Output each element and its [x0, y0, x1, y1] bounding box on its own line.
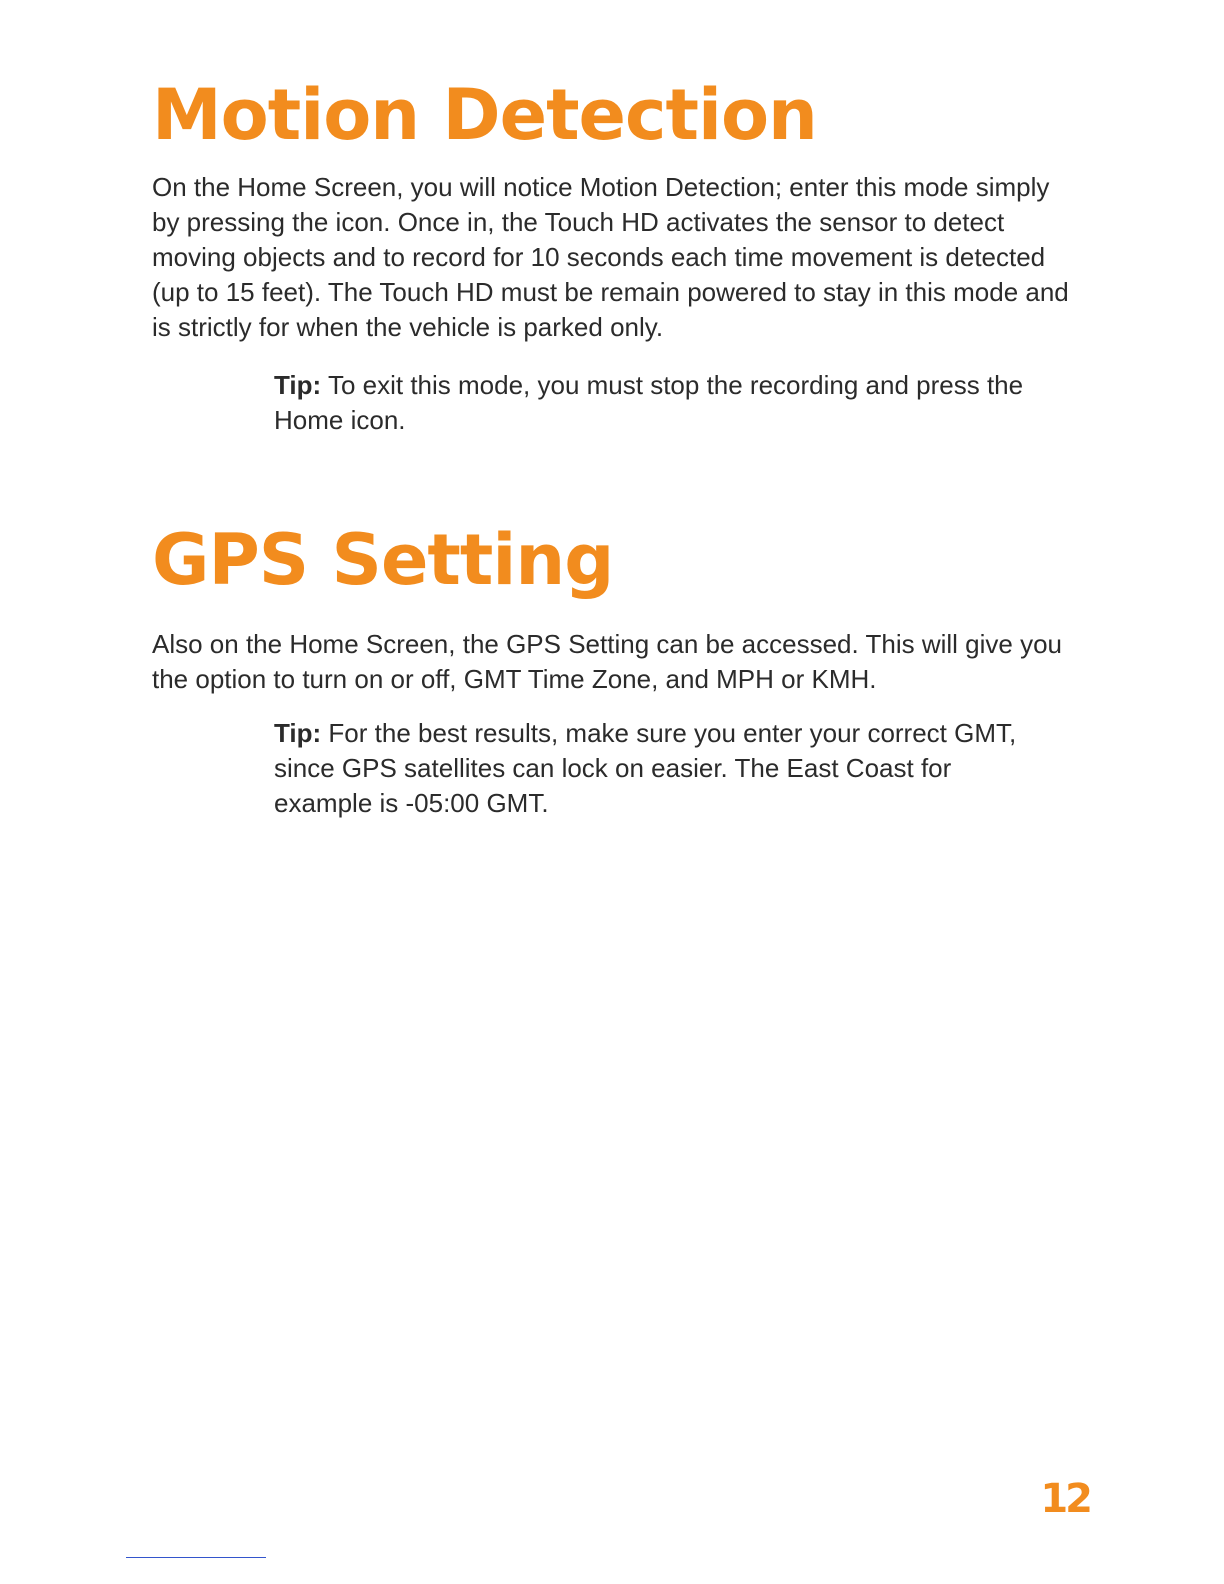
- tip-label: Tip:: [274, 370, 322, 400]
- gps-setting-description: Also on the Home Screen, the GPS Setting can be accessed. This will give you the option to turn on or off, GMT Time Zone, and MPH or KMH.: [152, 629, 1062, 694]
- tip-label: Tip:: [274, 718, 322, 748]
- page-number: 12: [1040, 1476, 1090, 1522]
- gps-setting-tip: [274, 716, 1034, 821]
- section-heading-motion-detection: Motion Detection: [152, 74, 817, 156]
- motion-detection-description: On the Home Screen, you will notice Motion Detection; enter this mode simply by pressing the icon. Once in, the Touch HD activates the sensor to detect moving objects and to record for 10 seconds each time movement is detected (up to 15 feet). The Touch HD must be remain powered to stay in this mode and is strictly for when the vehicle is parked only.: [152, 172, 1069, 342]
- footer-divider: [126, 1557, 266, 1558]
- motion-detection-tip: [274, 368, 1034, 438]
- tip-text: To exit this mode, you must stop the recording and press the Home icon.: [274, 370, 1024, 435]
- section-heading-gps-setting: GPS Setting: [152, 519, 614, 601]
- tip-text: For the best results, make sure you enter your correct GMT, since GPS satellites can lock on easier. The East Coast for example is -05:00 GMT.: [274, 718, 1017, 818]
